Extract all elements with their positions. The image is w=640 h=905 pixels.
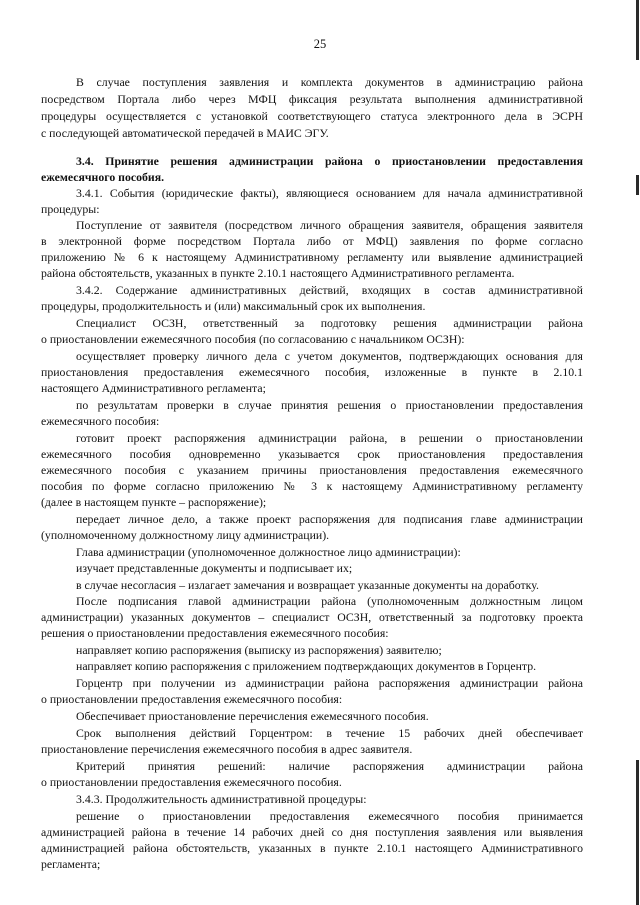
text-line: Поступление от заявителя (посредством личного обращения заявителя, обращения заявителя (76, 218, 583, 232)
text-line: по результатам проверки в случае принятия решения о приостановлении предоставления (76, 398, 583, 412)
text-line: процедуры, продолжительность и (или) максимальный срок их выполнения. (41, 299, 426, 313)
section-heading: 3.4. Принятие решения администрации района о приостановлении предоставления (76, 154, 583, 168)
text-line: Обеспечивает приостановление перечисления ежемесячного пособия. (76, 709, 429, 723)
text-line: ежемесячного пособия: (41, 414, 160, 428)
text-line: о приостановлении предоставления ежемесячного пособия: (41, 692, 343, 706)
text-line: передает личное дело, а также проект распоряжения для подписания главе администрации (76, 512, 583, 526)
text-line: процедуры осуществляется с установкой соответствующего статуса электронного дела в ЭСРН (41, 109, 583, 123)
text-line: Срок выполнения действий Горцентром: в течение 15 рабочих дней обеспечивает (76, 726, 583, 740)
text-line: 3.4.3. Продолжительность административной процедуры: (76, 792, 367, 806)
text-line: приостановления предоставления ежемесячного пособия, изложенные в пункте в 2.10.1 (41, 365, 583, 379)
text-line: настоящего Административного регламента; (41, 381, 266, 395)
text-line: изучает представленные документы и подписывает их; (76, 561, 353, 575)
section-heading: ежемесячного пособия. (41, 170, 165, 184)
text-line: пособия по форме согласно приложению № 3 к настоящему Административному регламенту (41, 479, 583, 493)
text-line: (далее в настоящем пункте – распоряжение); (41, 495, 267, 509)
text-line: 3.4.1. События (юридические факты), являющиеся основанием для начала административной (76, 186, 583, 200)
text-line: направляет копию распоряжения (выписку из распоряжения) заявителю; (76, 643, 442, 657)
text-line: регламента; (41, 857, 101, 871)
text-line: района обстоятельств, указанных в пункте 2.10.1 настоящего Административного регламента. (41, 266, 515, 280)
text-line: осуществляет проверку личного дела с учетом документов, подтверждающих основания для (76, 349, 583, 363)
text-line: решения о приостановлении предоставления ежемесячного пособия: (41, 626, 389, 640)
text-line: В случае поступления заявления и комплекта документов в администрацию района (76, 75, 583, 89)
text-line: о приостановлении предоставления ежемесячного пособия. (41, 775, 342, 789)
text-line: о приостановлении ежемесячного пособия (по согласованию с начальником ОСЗН): (41, 332, 465, 346)
text-line: в электронной форме посредством Портала либо от МФЦ) заявления по форме согласно (41, 234, 583, 248)
text-line: администрацией района обстоятельств, указанных в пункте 2.10.1 настоящего Административного (41, 841, 583, 855)
text-line: решение о приостановлении предоставления ежемесячного пособия принимается (76, 809, 583, 823)
text-line: администрации) указанных документов – специалист ОСЗН, ответственный за подготовку проекта (41, 610, 583, 624)
text-line: Горцентр при получении из администрации района распоряжения администрации района (76, 676, 583, 690)
text-line: администрацией района в течение 14 рабочих дней со дня поступления заявления или выявления (41, 825, 583, 839)
text-line: процедуры: (41, 202, 100, 216)
text-line: 3.4.2. Содержание административных действий, входящих в состав административной (76, 283, 583, 297)
text-line: направляет копию распоряжения с приложением подтверждающих документов в Горцентр. (76, 659, 537, 673)
text-line: Критерий принятия решений: наличие распоряжения администрации района (76, 759, 583, 773)
text-line: готовит проект распоряжения администрации района, в решении о приостановлении (76, 431, 583, 445)
text-line: ежемесячного пособия с указанием причины приостановления предоставления ежемесячного (41, 463, 583, 477)
text-line: посредством Портала либо через МФЦ фиксация результата выполнения административной (41, 92, 583, 106)
page-number: 25 (313, 37, 327, 51)
text-line: Специалист ОСЗН, ответственный за подготовку решения администрации района (76, 316, 583, 330)
text-line: (уполномоченному должностному лицу администрации). (41, 528, 330, 542)
text-line: После подписания главой администрации района (уполномоченным должностным лицом (76, 594, 583, 608)
text-line: в случае несогласия – излагает замечания и возвращает указанные документы на доработку. (76, 578, 539, 592)
text-line: с последующей автоматической передачей в МАИС ЭГУ. (41, 126, 329, 140)
text-line: приложению № 6 к настоящему Административному регламенту или выявление администрацией (41, 250, 583, 264)
text-line: Глава администрации (уполномоченное должностное лицо администрации): (76, 545, 461, 559)
text-line: ежемесячного пособия одновременно указывается срок приостановления предоставления (41, 447, 583, 461)
text-line: приостановление перечисления ежемесячного пособия в адрес заявителя. (41, 742, 413, 756)
